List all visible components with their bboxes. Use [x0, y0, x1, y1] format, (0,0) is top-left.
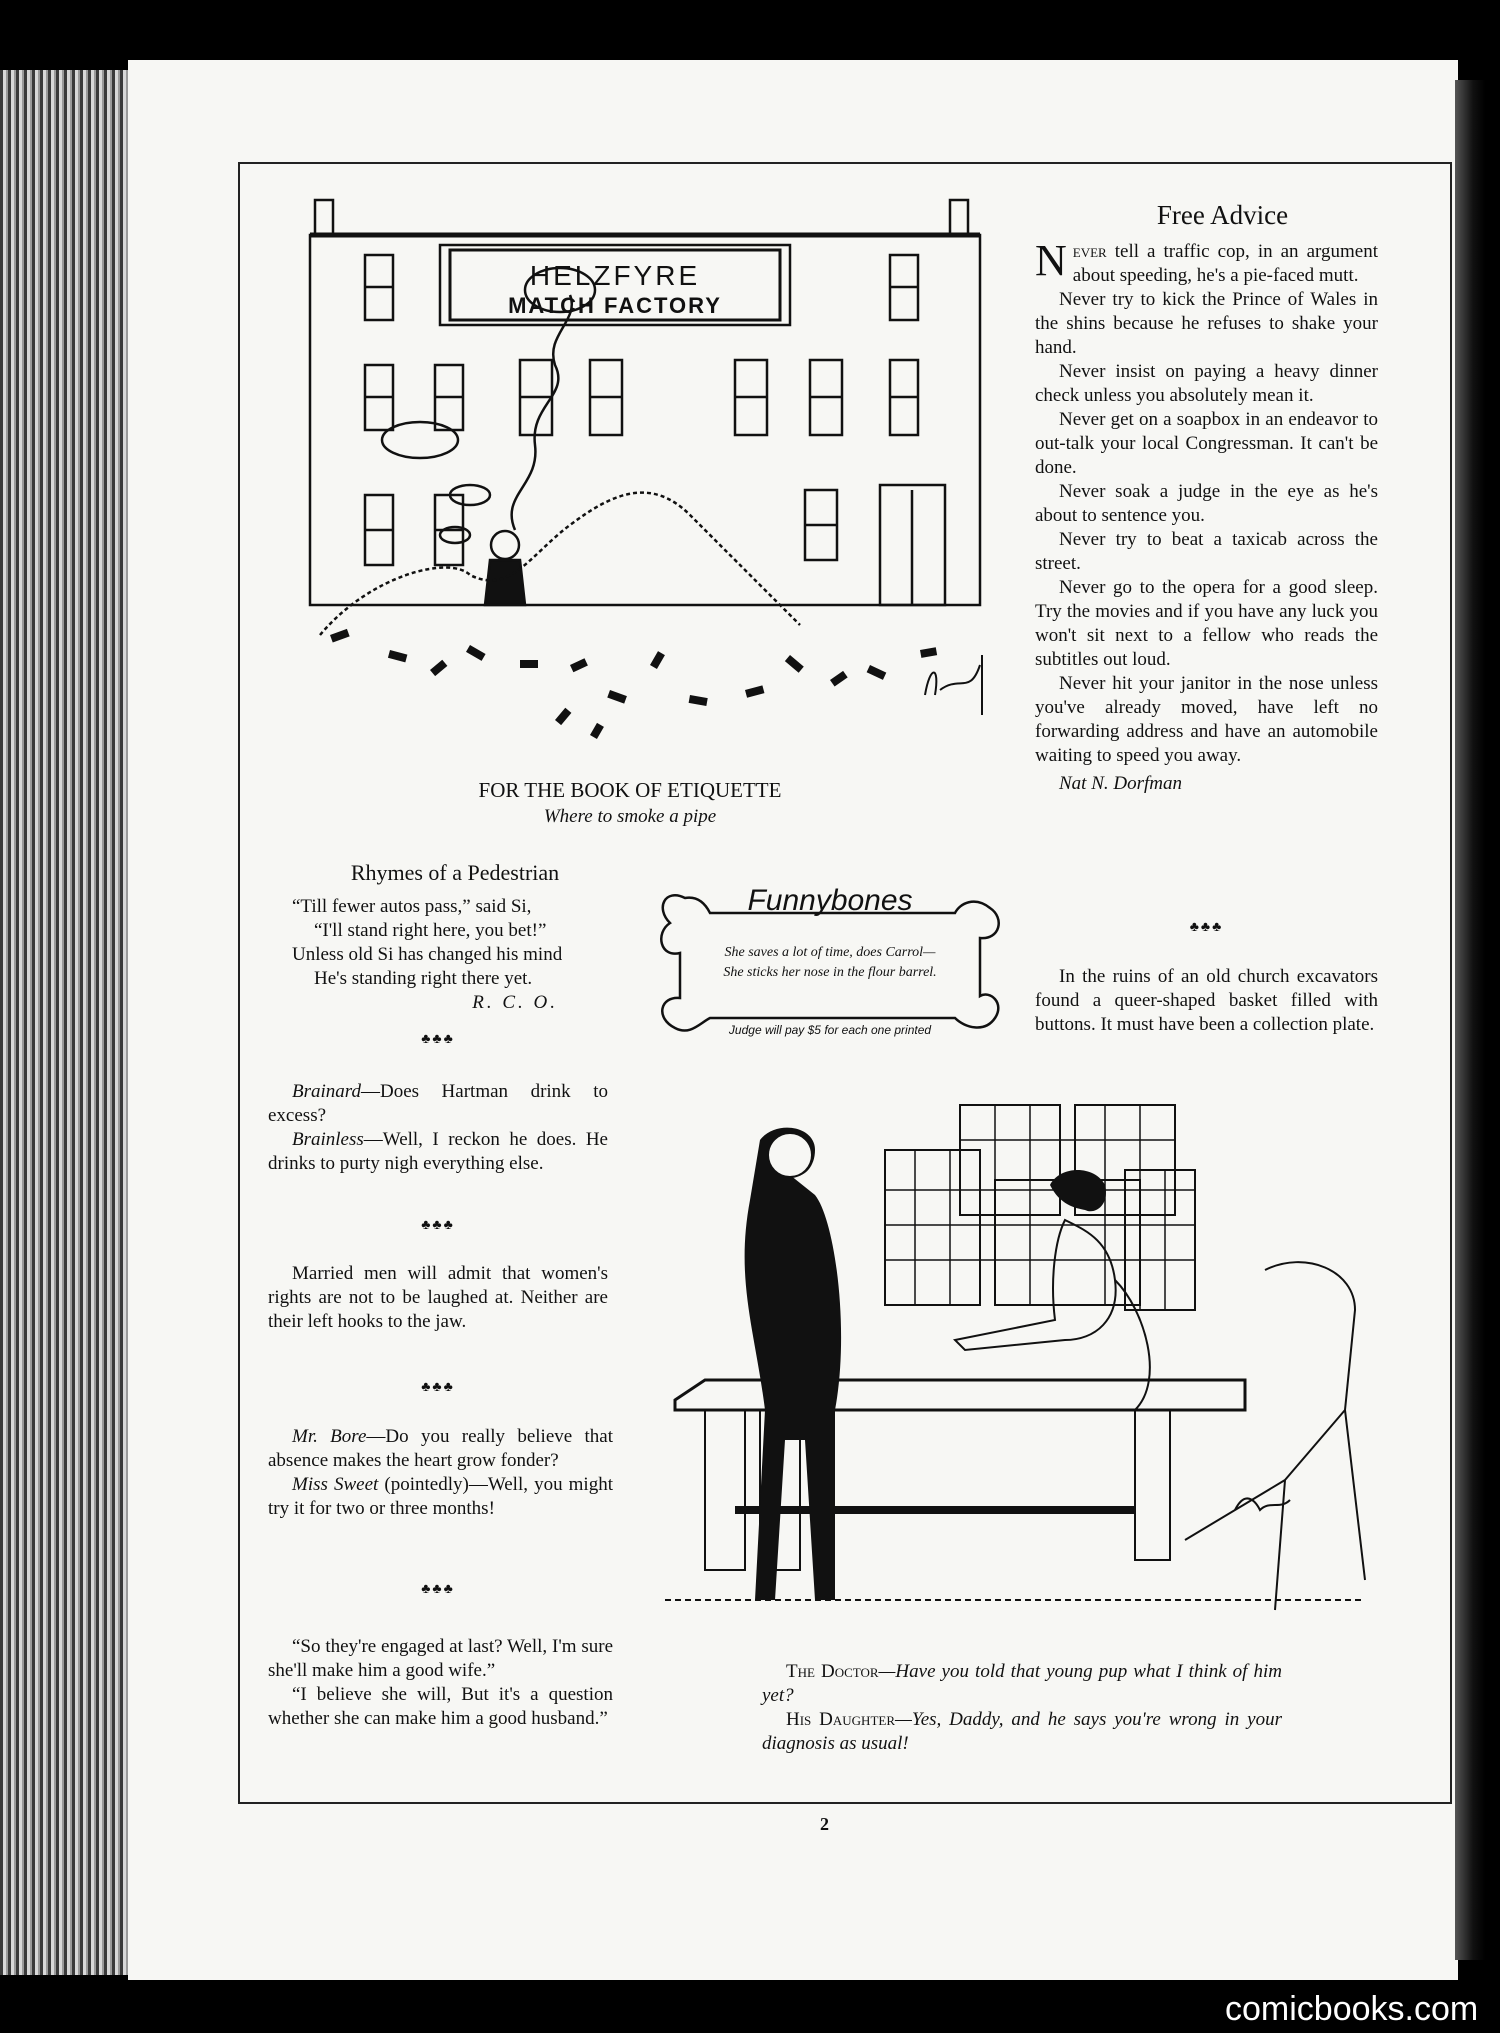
free-advice-paragraph: Never hit your janitor in the nose unless you've already moved, have left no forwarding address and have an automobile waiting to speed you away.: [1035, 673, 1378, 766]
brainard-joke: [268, 1080, 608, 1176]
divider-stars: ♣♣♣: [1189, 920, 1224, 935]
doctor-daughter-illustration: [665, 1080, 1405, 1640]
bore-speaker1: Mr. Bore: [292, 1426, 367, 1447]
cartoon2-line1: —Have you told that young pup what I think of him yet?: [762, 1661, 1282, 1706]
cartoon1-caption-title: FOR THE BOOK OF ETIQUETTE: [478, 778, 782, 802]
divider-stars: ♣♣♣: [421, 1032, 455, 1047]
married-joke: [268, 1262, 608, 1334]
church-joke: [1035, 965, 1378, 1037]
married-joke-text: Married men will admit that women's rights are not to be laughed at. Neither are their left hooks to the jaw.: [268, 1263, 608, 1332]
rhymes-line: “Till fewer autos pass,” said Si,: [292, 896, 532, 917]
cartoon2-speaker2: His Daughter: [786, 1709, 895, 1730]
cartoon2-line2: —Yes, Daddy, and he says you're wrong in your diagnosis as usual!: [762, 1709, 1283, 1754]
funnybones-footer: Judge will pay $5 for each one printed: [728, 1023, 932, 1037]
free-advice-credit: Nat N. Dorfman: [1059, 773, 1182, 794]
free-advice-paragraph: Never insist on paying a heavy dinner check unless you absolutely mean it.: [1035, 361, 1378, 406]
brainard-speaker2: Brainless: [292, 1129, 364, 1150]
page-number: 2: [820, 1814, 829, 1834]
free-advice-dropcap: N: [1035, 236, 1067, 285]
rhymes-title: Rhymes of a Pedestrian: [350, 860, 560, 885]
page-stack-edges: [0, 70, 130, 1975]
funnybones-title: Funnybones: [747, 884, 913, 917]
free-advice-first-rest: tell a traffic cop, in an argument about speeding, he's a pie-faced mutt.: [1072, 241, 1378, 286]
rhymes-line: “I'll stand right here, you bet!”: [314, 920, 547, 941]
brainard-line1: —Does Hartman drink to excess?: [268, 1081, 608, 1126]
cartoon2-speaker1: The Doctor: [786, 1661, 879, 1682]
bore-line2: —Well, you might try it for two or three months!: [268, 1474, 613, 1519]
free-advice-paragraph: Never try to kick the Prince of Wales in the shins because he refuses to shake your hand.: [1035, 289, 1378, 358]
site-watermark: comicbooks.com: [1225, 1990, 1479, 2028]
church-joke-text: In the ruins of an old church excavators found a queer-shaped basket filled with buttons. It must have been a collection plate.: [1035, 966, 1378, 1035]
divider-stars: ♣♣♣: [421, 1218, 455, 1233]
cartoon2-caption: [762, 1660, 1282, 1756]
match-factory-illustration: [270, 195, 990, 755]
brainard-speaker1: Brainard: [292, 1081, 361, 1102]
engaged-joke: [268, 1635, 613, 1731]
artist-signature-scribble: [925, 655, 982, 715]
binding-shadow: [1455, 80, 1485, 1960]
cartoon1-caption-sub: Where to smoke a pipe: [543, 806, 717, 827]
rhymes-line: He's standing right there yet.: [314, 968, 533, 989]
divider-stars: ♣♣♣: [421, 1582, 455, 1597]
bore-joke: [268, 1425, 613, 1521]
free-advice-paragraph: Never soak a judge in the eye as he's about to sentence you.: [1035, 481, 1378, 526]
free-advice-body: [1035, 236, 1378, 796]
engaged-line1: “So they're engaged at last? Well, I'm sure she'll make him a good wife.”: [268, 1636, 613, 1681]
rhymes-credit: R. C. O.: [472, 992, 558, 1013]
rhymes-poem: [268, 895, 598, 1015]
brainard-line2: —Well, I reckon he does. He drinks to purty nigh everything else.: [268, 1129, 608, 1174]
free-advice-paragraph: Never go to the opera for a good sleep. Try the movies and if you have any luck you won't sit next to a fellow who reads the subtitles out loud.: [1035, 577, 1378, 670]
free-advice-first-smallcaps: ever: [1072, 241, 1107, 262]
funnybones-sign: [655, 878, 1005, 1038]
bore-line1: —Do you really believe that absence makes the heart grow fonder?: [268, 1426, 614, 1471]
free-advice-title: Free Advice: [1156, 200, 1289, 230]
funnybones-line1: She saves a lot of time, does Carrol—: [724, 945, 936, 960]
funnybones-line2: She sticks her nose in the flour barrel.: [723, 965, 937, 980]
free-advice-paragraph: Never try to beat a taxicab across the street.: [1035, 529, 1378, 574]
bore-aside: (pointedly): [378, 1474, 469, 1495]
factory-sign-line2: MATCH FACTORY: [508, 293, 722, 318]
rhymes-line: Unless old Si has changed his mind: [292, 944, 563, 965]
divider-stars: ♣♣♣: [421, 1380, 455, 1395]
engaged-line2: “I believe she will, But it's a question whether she can make him a good husband.”: [268, 1684, 613, 1729]
bore-speaker2: Miss Sweet: [292, 1474, 379, 1495]
factory-sign-line1: HELZFYRE: [529, 260, 701, 291]
free-advice-paragraph: Never get on a soapbox in an endeavor to out-talk your local Congressman. It can't be done.: [1035, 409, 1378, 478]
